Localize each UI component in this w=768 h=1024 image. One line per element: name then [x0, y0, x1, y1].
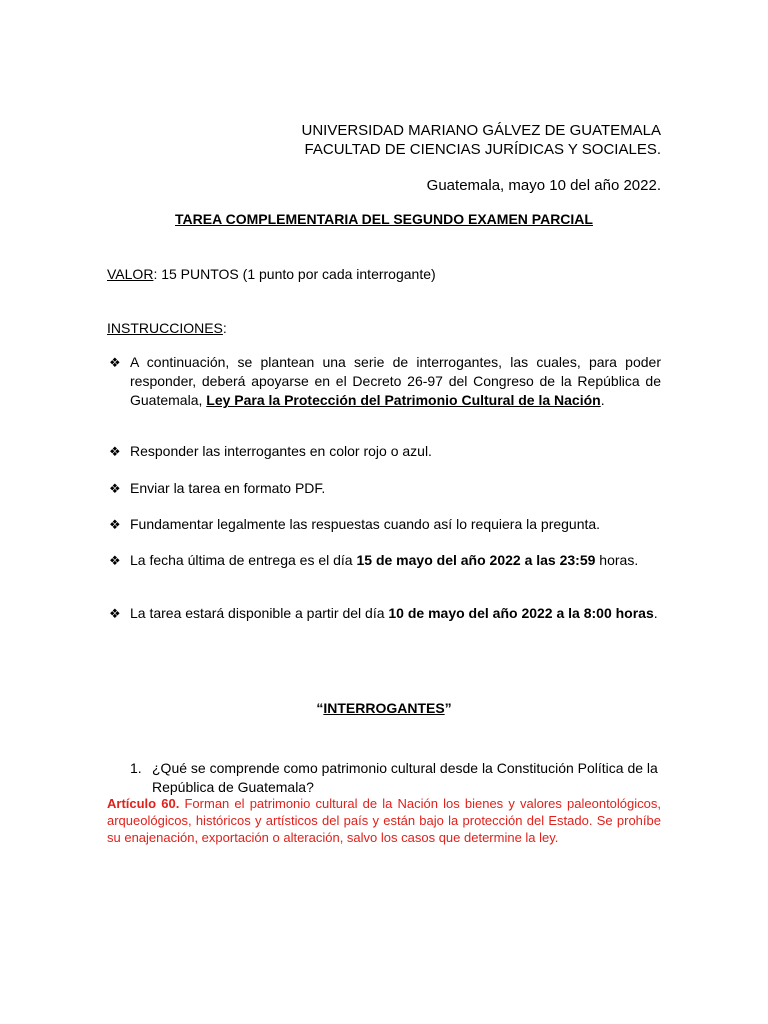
faculty-name: FACULTAD DE CIENCIAS JURÍDICAS Y SOCIALES.	[304, 141, 661, 158]
bullet-5-end: horas.	[595, 552, 639, 568]
bullet-6-text: La tarea estará disponible a partir del día	[130, 605, 389, 621]
document-date: Guatemala, mayo 10 del año 2022.	[426, 177, 661, 194]
bullet-2-text: Responder las interrogantes en color rojo o azul.	[130, 443, 432, 459]
quote-open: “	[316, 700, 324, 716]
document-title: TAREA COMPLEMENTARIA DEL SEGUNDO EXAMEN PARCIAL	[175, 211, 593, 227]
answer-1	[107, 795, 661, 846]
question-1-text: ¿Qué se comprende como patrimonio cultural desde la Constitución Política de la República de Guatemala?	[152, 760, 658, 795]
bullet-1-end: .	[600, 392, 605, 408]
interrogantes-label: INTERROGANTES	[323, 700, 445, 716]
bullet-5-text: La fecha última de entrega es el día	[130, 552, 357, 568]
diamond-bullet-icon: ❖	[109, 606, 121, 621]
bullet-1-text: A continuación, se plantean una serie de interrogantes, las cuales, para poder responder, deberá apoyarse en el Decreto 26-97 del Congreso de la República de Guatemala,	[130, 354, 661, 408]
quote-close: ”	[444, 700, 452, 716]
instruction-bullet-1	[109, 353, 661, 410]
valor-label: VALOR	[107, 266, 154, 282]
instruction-bullet-2	[109, 442, 661, 461]
diamond-bullet-icon: ❖	[109, 517, 121, 532]
diamond-bullet-icon: ❖	[109, 355, 121, 370]
instrucciones-suffix: :	[222, 320, 227, 336]
instruction-bullet-6	[109, 604, 661, 623]
valor-line	[107, 265, 436, 284]
instruction-bullet-3	[109, 479, 661, 498]
diamond-bullet-icon: ❖	[109, 553, 121, 568]
instrucciones-label: INSTRUCCIONES	[107, 320, 223, 336]
question-number: 1.	[130, 760, 142, 776]
answer-1-text: Forman el patrimonio cultural de la Nación los bienes y valores paleontológicos, arqueológicos, históricos y artísticos del país y están bajo la protección del Estado. Se prohíbe su enajenación, exportación o alteración, salvo los casos que determine la ley.	[107, 796, 661, 845]
diamond-bullet-icon: ❖	[109, 444, 121, 459]
answer-article: Artículo 60.	[107, 796, 180, 811]
bullet-3-text: Enviar la tarea en formato PDF.	[130, 480, 326, 496]
instrucciones-heading	[107, 319, 227, 338]
law-title: Ley Para la Protección del Patrimonio Cultural de la Nación	[206, 392, 601, 408]
bullet-6-end: .	[653, 605, 658, 621]
diamond-bullet-icon: ❖	[109, 481, 121, 496]
bullet-4-text: Fundamentar legalmente las respuestas cuando así lo requiera la pregunta.	[130, 516, 601, 532]
instruction-bullet-5	[109, 551, 661, 570]
available-date: 10 de mayo del año 2022 a la 8:00 horas	[388, 605, 654, 621]
deadline-date: 15 de mayo del año 2022 a las 23:59	[356, 552, 596, 568]
valor-text: : 15 PUNTOS (1 punto por cada interrogante)	[153, 266, 436, 282]
instruction-bullet-4	[109, 515, 661, 534]
question-1	[130, 759, 661, 797]
interrogantes-heading	[0, 700, 768, 716]
university-name: UNIVERSIDAD MARIANO GÁLVEZ DE GUATEMALA	[301, 122, 661, 139]
